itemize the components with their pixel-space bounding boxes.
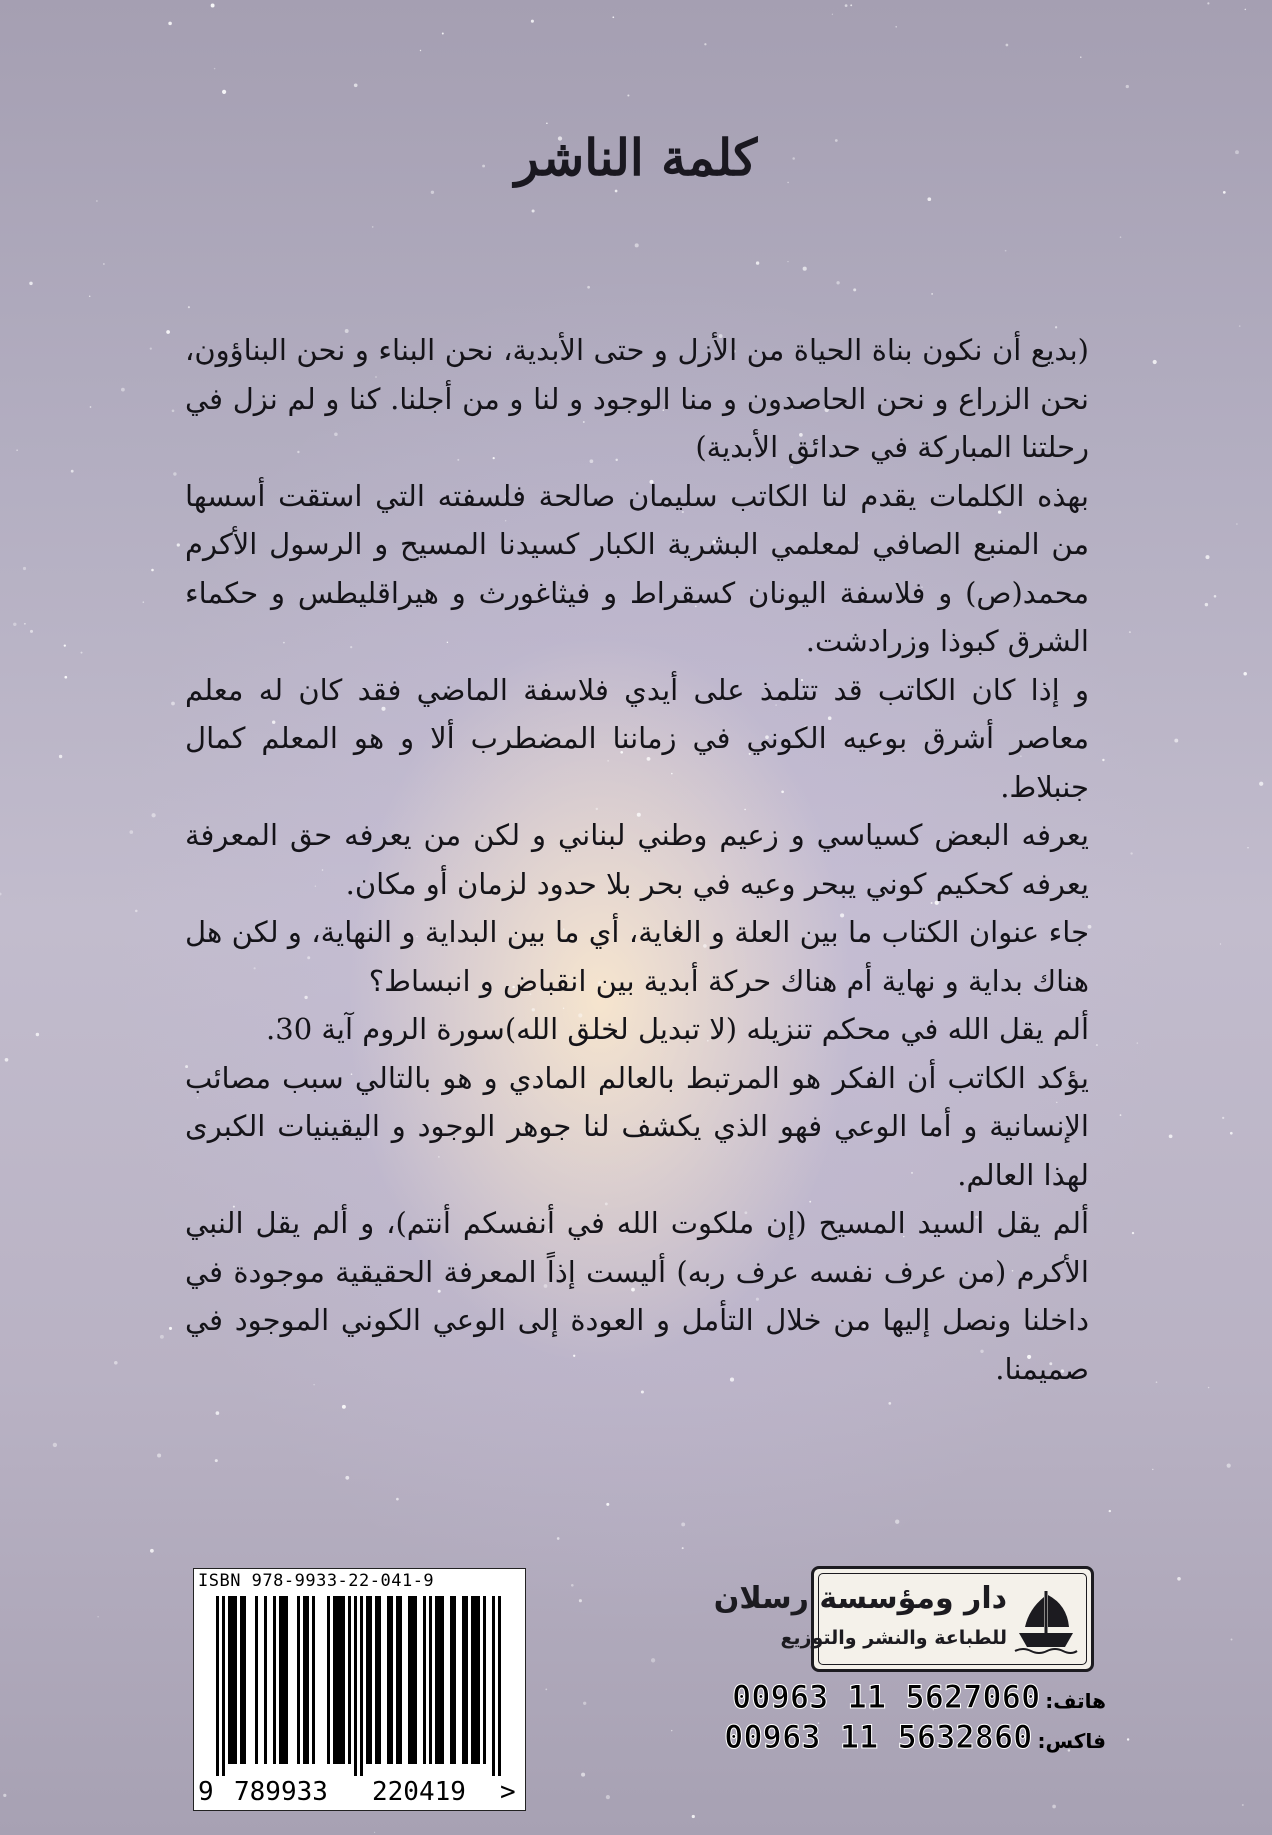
paragraph: يعرفه البعض كسياسي و زعيم وطني لبناني و لكن من يعرفه حق المعرفة يعرفه كحكيم كوني يبحر وعيه في بحر بلا حدود لزمان أو مكان.	[185, 818, 1089, 901]
star	[431, 191, 434, 194]
barcode-bar	[273, 1596, 276, 1764]
barcode-bar	[390, 1596, 393, 1764]
publisher-logo	[713, 1566, 1094, 1672]
isbn-label: ISBN 978-9933-22-041-9	[198, 1571, 435, 1591]
star	[1137, 1042, 1138, 1043]
star	[1127, 1738, 1129, 1740]
star	[1102, 759, 1104, 761]
star	[0, 893, 2, 896]
star	[1236, 523, 1238, 525]
barcode-bar	[348, 1596, 351, 1764]
star	[1120, 236, 1122, 238]
barcode-bar	[378, 1596, 381, 1764]
star	[1205, 555, 1209, 559]
barcode-bar	[360, 1596, 363, 1776]
barcode-right-group: 220419	[372, 1777, 466, 1807]
paragraph: ألم يقل الله في محكم تنزيله (لا تبديل لخلق الله)سورة الروم آية 30.	[266, 1012, 1089, 1046]
barcode-bar	[297, 1596, 300, 1764]
star	[135, 910, 138, 913]
star	[888, 1402, 891, 1405]
barcode-bar	[411, 1596, 414, 1764]
star	[157, 1453, 161, 1457]
barcode-bar	[483, 1596, 486, 1764]
star	[188, 306, 190, 308]
star	[1245, 9, 1247, 11]
star	[214, 68, 215, 69]
star	[545, 1689, 547, 1691]
star	[606, 1795, 610, 1799]
star	[129, 830, 133, 834]
barcode-bar	[399, 1596, 402, 1764]
star	[845, 4, 848, 7]
fax-number: 00963 11 5632860	[724, 1718, 1033, 1756]
star	[151, 813, 155, 817]
star	[651, 1658, 655, 1662]
star	[345, 1476, 349, 1480]
barcode-bar	[264, 1596, 267, 1764]
star	[579, 1599, 582, 1602]
star	[612, 16, 614, 18]
barcode-left-group: 789933	[234, 1777, 328, 1807]
star	[1222, 1117, 1224, 1119]
barcode-bars	[202, 1596, 518, 1776]
star	[71, 470, 74, 473]
star	[172, 409, 175, 412]
star	[211, 4, 215, 8]
star	[168, 22, 172, 26]
star	[372, 226, 374, 228]
star	[90, 406, 92, 408]
barcode-bar	[339, 1596, 342, 1764]
barcode-bar	[375, 1596, 378, 1764]
star	[1096, 1044, 1098, 1046]
star	[587, 286, 590, 289]
star	[606, 1503, 609, 1506]
barcode-bar	[240, 1596, 243, 1764]
star	[1227, 1464, 1231, 1468]
star	[532, 209, 535, 212]
star	[1205, 603, 1208, 606]
star	[96, 200, 98, 202]
paragraph: (بديع أن نكون بناة الحياة من الأزل و حتى الأبدية، نحن البناء و نحن البناؤون، نحن الزراع و نحن الحاصدون و منا الوجود و لنا و من أجلنا. كنا و لم نزل في رحلتنا المباركة في حدائق الأبدية)	[185, 333, 1089, 464]
star	[442, 32, 444, 34]
star	[1126, 85, 1129, 88]
star	[16, 449, 18, 451]
barcode-bar	[282, 1596, 285, 1764]
star	[1005, 250, 1007, 252]
barcode-bar	[408, 1596, 411, 1764]
barcode-bar	[474, 1596, 477, 1764]
star	[557, 1537, 560, 1540]
star	[374, 1832, 375, 1833]
star	[1223, 191, 1226, 194]
barcode-bar	[396, 1596, 399, 1764]
star	[81, 652, 83, 654]
publisher-subtitle: للطباعة والنشر والتوزيع	[780, 1627, 1007, 1649]
star	[342, 1405, 346, 1409]
star	[1080, 57, 1081, 58]
barcode-bar	[429, 1596, 432, 1764]
star	[1052, 1805, 1056, 1809]
barcode-bar	[336, 1596, 339, 1764]
isbn-barcode	[193, 1568, 526, 1811]
page-title: كلمة الناشر	[514, 128, 758, 187]
barcode-bar	[453, 1596, 456, 1764]
star	[3, 1794, 6, 1797]
star	[931, 293, 933, 295]
paragraph: جاء عنوان الكتاب ما بين العلة و الغاية، أي ما بين البداية و النهاية، و لكن هل هناك بداية و نهاية أم هناك حركة أبدية بين انقباض و انبساط؟	[185, 915, 1089, 998]
star	[1169, 1134, 1173, 1138]
star	[836, 281, 839, 284]
barcode-bar	[462, 1596, 465, 1764]
star	[97, 1616, 98, 1617]
star	[1006, 44, 1009, 47]
barcode-bar	[243, 1596, 246, 1764]
barcode-bar	[231, 1596, 234, 1764]
star	[692, 1815, 695, 1818]
barcode-bar	[423, 1596, 426, 1764]
star	[1152, 1469, 1153, 1470]
phone-label: هاتف:	[1045, 1689, 1106, 1713]
star	[396, 1498, 399, 1501]
barcode-bar	[387, 1596, 390, 1764]
star	[1109, 1510, 1111, 1512]
star	[704, 43, 706, 45]
star	[150, 348, 152, 350]
star	[853, 288, 856, 291]
star	[895, 1520, 899, 1524]
barcode-bar	[438, 1596, 441, 1764]
star	[756, 261, 759, 264]
star	[150, 1549, 154, 1553]
star	[59, 755, 62, 758]
star	[215, 1459, 218, 1462]
barcode-bar	[279, 1596, 282, 1764]
star	[1259, 782, 1263, 786]
barcode-bar	[354, 1596, 357, 1776]
star	[160, 1335, 164, 1339]
barcode-bar	[471, 1596, 474, 1764]
star	[30, 630, 33, 633]
star	[1243, 672, 1247, 676]
barcode-bar	[327, 1596, 330, 1764]
star	[354, 83, 358, 87]
star	[803, 267, 807, 271]
star	[787, 261, 788, 262]
star	[166, 330, 170, 334]
barcode-arrow: >	[500, 1777, 516, 1807]
star	[151, 569, 154, 572]
star	[103, 263, 105, 265]
ship-icon	[1011, 1583, 1081, 1657]
publisher-name: دار ومؤسسة رسلان	[713, 1581, 1007, 1616]
barcode-bar	[216, 1596, 219, 1776]
star	[1174, 739, 1178, 743]
phone-line	[731, 1678, 1106, 1716]
star	[177, 543, 180, 546]
star	[1220, 943, 1221, 944]
barcode-bar	[333, 1596, 336, 1764]
star	[89, 296, 91, 298]
star	[53, 1443, 57, 1447]
star	[671, 1730, 672, 1731]
barcode-bar	[234, 1596, 237, 1764]
star	[1132, 1232, 1134, 1234]
barcode-bar	[255, 1596, 258, 1764]
barcode-bar	[498, 1596, 501, 1776]
barcode-bar	[342, 1596, 345, 1764]
barcode-bar	[435, 1596, 438, 1764]
barcode-bar	[414, 1596, 417, 1764]
phone-number: 00963 11 5627060	[731, 1678, 1041, 1716]
star	[5, 1058, 9, 1062]
barcode-bar	[285, 1596, 288, 1764]
star	[571, 1584, 574, 1587]
star	[24, 623, 26, 625]
star	[1208, 1387, 1210, 1389]
star	[531, 20, 534, 23]
paragraph: و إذا كان الكاتب قد تتلمذ على أيدي فلاسفة الماضي فقد كان له معلم معاصر أشرق بوعيه الكوني في زماننا المضطرب ألا و هو المعلم كمال جنبلاط.	[185, 672, 1089, 804]
star	[682, 1547, 684, 1549]
star	[64, 676, 67, 679]
star	[143, 601, 145, 603]
barcode-bar	[306, 1596, 309, 1764]
star	[23, 567, 26, 570]
barcode-bar	[228, 1596, 231, 1764]
barcode-bar	[303, 1596, 306, 1764]
barcode-bar	[366, 1596, 369, 1764]
star	[581, 1773, 585, 1777]
star	[1231, 1639, 1233, 1641]
star	[1247, 847, 1248, 848]
star	[1120, 1114, 1122, 1116]
barcode-bar	[222, 1596, 225, 1776]
barcode-bar	[492, 1596, 495, 1776]
fax-label: فاكس:	[1037, 1729, 1106, 1753]
star	[1153, 360, 1157, 364]
paragraph: يؤكد الكاتب أن الفكر هو المرتبط بالعالم المادي و هو بالتالي سبب مصائب الإنسانية و أما الوعي فهو الذي يكشف لنا جوهر الوجود و اليقينيات الكبرى لهذا العالم.	[185, 1060, 1089, 1192]
star	[216, 1411, 220, 1415]
star	[121, 388, 125, 392]
star	[1242, 1804, 1244, 1806]
star	[169, 1327, 172, 1330]
star	[173, 472, 176, 475]
barcode-bar	[477, 1596, 480, 1764]
star	[64, 644, 66, 646]
paragraph: ألم يقل السيد المسيح (إن ملكوت الله في أنفسكم أنتم)، و ألم يقل النبي الأكرم (من عرف نفسه عرف ربه) أليست إذاً المعرفة الحقيقية موجودة في داخلنا ونصل إليها من خلال التأمل و العودة إلى الوعي الكوني الموجود في صميمنا.	[185, 1206, 1089, 1386]
star	[1239, 325, 1241, 327]
barcode-bar	[450, 1596, 453, 1764]
star	[1177, 1577, 1181, 1581]
star	[1130, 852, 1132, 854]
star	[850, 4, 852, 6]
star	[681, 1522, 685, 1526]
barcode-bar	[465, 1596, 468, 1764]
star	[615, 190, 618, 193]
star	[222, 90, 226, 94]
star	[29, 282, 32, 285]
star	[1129, 631, 1131, 633]
star	[1156, 1381, 1158, 1383]
star	[583, 1702, 586, 1705]
publisher-note-text	[185, 326, 1089, 1393]
barcode-bar	[369, 1596, 372, 1764]
star	[13, 623, 16, 626]
star	[36, 1033, 39, 1036]
star	[171, 702, 175, 706]
barcode-bar	[312, 1596, 315, 1764]
barcode-first-digit: 9	[198, 1777, 214, 1807]
star	[635, 243, 639, 247]
star	[114, 1361, 118, 1365]
paragraph: بهذه الكلمات يقدم لنا الكاتب سليمان صالحة فلسفته التي استقت أسسها من المنبع الصافي لمعلمي البشرية الكبار كسيدنا المسيح و الرسول الأكرم محمد(ص) و فلاسفة اليونان كسقراط و فيثاغورث و هيراقليطس و حكماء الشرق كبوذا وزرادشت.	[185, 478, 1089, 658]
star	[420, 50, 421, 51]
star	[927, 197, 931, 201]
star	[1207, 2, 1209, 4]
star	[627, 94, 629, 96]
star	[546, 123, 548, 125]
star	[1214, 595, 1217, 598]
star	[832, 14, 833, 15]
barcode-bar	[441, 1596, 444, 1764]
star	[895, 26, 897, 28]
star	[1230, 1132, 1233, 1135]
fax-line	[724, 1718, 1106, 1756]
